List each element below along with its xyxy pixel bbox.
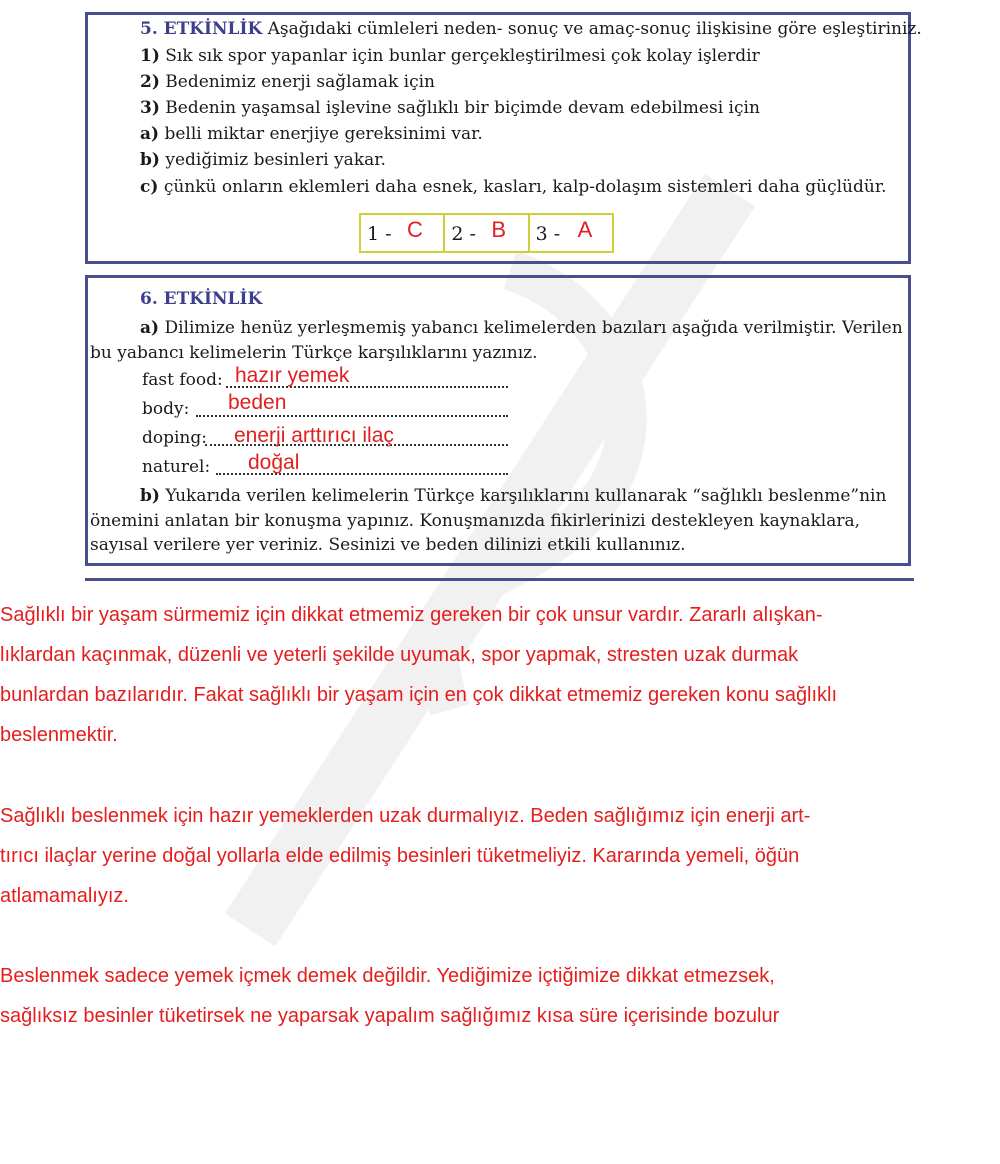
- activity-5-item: [140, 176, 887, 198]
- item-label: c): [140, 177, 159, 197]
- activity-6-title: 6. ETKİNLİK: [140, 289, 263, 309]
- answer-value: C: [407, 217, 423, 242]
- field-answer: doğal: [248, 451, 300, 474]
- part-b-text: önemini anlatan bir konuşma yapınız. Konuşmanızda fikirlerinizi destekleyen kaynaklara,: [90, 510, 861, 531]
- answer-value: A: [577, 217, 593, 242]
- part-a-text: Dilimize henüz yerleşmemiş yabancı kelimelerden bazıları aşağıda verilmiştir. Verilen: [164, 318, 903, 338]
- essay-paragraph-3: [0, 956, 1000, 1036]
- answer-cell: [445, 215, 529, 251]
- answer-table: [359, 213, 614, 253]
- part-b-label: b): [140, 486, 160, 506]
- field-label: doping:: [142, 428, 207, 448]
- activity-6-part-a: [90, 316, 910, 365]
- item-text: belli miktar enerjiye gereksinimi var.: [164, 124, 483, 144]
- essay-line: beslenmektir.: [0, 724, 118, 746]
- item-text: yediğimiz besinleri yakar.: [165, 150, 386, 170]
- item-label: 2): [140, 72, 160, 92]
- answer-number: 2 -: [451, 223, 476, 245]
- essay-line: Beslenmek sadece yemek içmek demek değildir. Yediğimize içtiğimize dikkat etmezsek,: [0, 965, 775, 987]
- answer-cell: [361, 215, 445, 251]
- activity-5-item: [140, 97, 760, 119]
- activity-5-instruction: Aşağıdaki cümleleri neden- sonuç ve amaç-sonuç ilişkisine göre eşleştiriniz.: [267, 19, 922, 39]
- answer-value: B: [491, 217, 507, 242]
- part-b-text: Yukarıda verilen kelimelerin Türkçe karşılıklarını kullanarak “sağlıklı beslenme”nin: [165, 486, 887, 506]
- essay-line: Sağlıklı beslenmek için hazır yemeklerden uzak durmalıyız. Beden sağlığımız için enerji art-: [0, 805, 811, 827]
- activity-5-heading: [140, 18, 922, 40]
- essay-paragraph-2: [0, 796, 1000, 916]
- essay-line: tırıcı ilaçlar yerine doğal yollarla elde edilmiş besinleri tüketmeliyiz. Kararında yemeli, öğün: [0, 845, 800, 867]
- field-label: fast food:: [142, 370, 223, 390]
- part-a-label: a): [140, 318, 160, 338]
- activity-5-item: [140, 149, 386, 171]
- activity-5-title: 5. ETKİNLİK: [140, 19, 263, 39]
- answer-number: 3 -: [535, 223, 561, 245]
- part-a-text: bu yabancı kelimelerin Türkçe karşılıklarını yazınız.: [90, 342, 538, 363]
- essay-paragraph-1: [0, 595, 1000, 755]
- answer-cell: [530, 215, 612, 251]
- part-b-text: sayısal verilere yer veriniz. Sesinizi ve beden dilinizi etkili kullanınız.: [90, 535, 686, 555]
- item-text: Bedenin yaşamsal işlevine sağlıklı bir biçimde devam edebilmesi için: [165, 98, 760, 118]
- item-label: b): [140, 150, 160, 170]
- item-text: Sık sık spor yapanlar için bunlar gerçekleştirilmesi çok kolay işlerdir: [165, 46, 760, 66]
- item-text: çünkü onların eklemleri daha esnek, kasları, kalp-dolaşım sistemleri daha güçlüdür.: [163, 177, 887, 197]
- essay-line: Sağlıklı bir yaşam sürmemiz için dikkat etmemiz gereken bir çok unsur vardır. Zararlı alışkan-: [0, 604, 823, 626]
- field-label: naturel:: [142, 457, 211, 477]
- field-answer: beden: [228, 391, 287, 414]
- activity-5-item: [140, 45, 760, 67]
- essay-line: lıklardan kaçınmak, düzenli ve yeterli şekilde uyumak, spor yapmak, stresten uzak durmak: [0, 644, 799, 666]
- item-label: 1): [140, 46, 160, 66]
- item-label: a): [140, 124, 160, 144]
- essay-line: sağlıksız besinler tüketirsek ne yaparsak yapalım sağlığımız kısa süre içerisinde bozulur: [0, 1005, 780, 1027]
- essay-line: atlamamalıyız.: [0, 885, 129, 907]
- field-answer: enerji arttırıcı ilaç: [234, 424, 394, 447]
- field-label: body:: [142, 399, 190, 419]
- item-text: Bedenimiz enerji sağlamak için: [165, 72, 436, 92]
- fill-line: [196, 415, 508, 417]
- field-answer: hazır yemek: [235, 364, 350, 387]
- essay-line: bunlardan bazılarıdır. Fakat sağlıklı bir yaşam için en çok dikkat etmemiz gereken konu sağlıklı: [0, 684, 838, 706]
- section-divider: [85, 578, 914, 581]
- activity-6-part-b: [90, 484, 910, 558]
- activity-5-item: [140, 123, 483, 145]
- answer-number: 1 -: [367, 223, 392, 245]
- item-label: 3): [140, 98, 160, 118]
- activity-5-item: [140, 71, 435, 93]
